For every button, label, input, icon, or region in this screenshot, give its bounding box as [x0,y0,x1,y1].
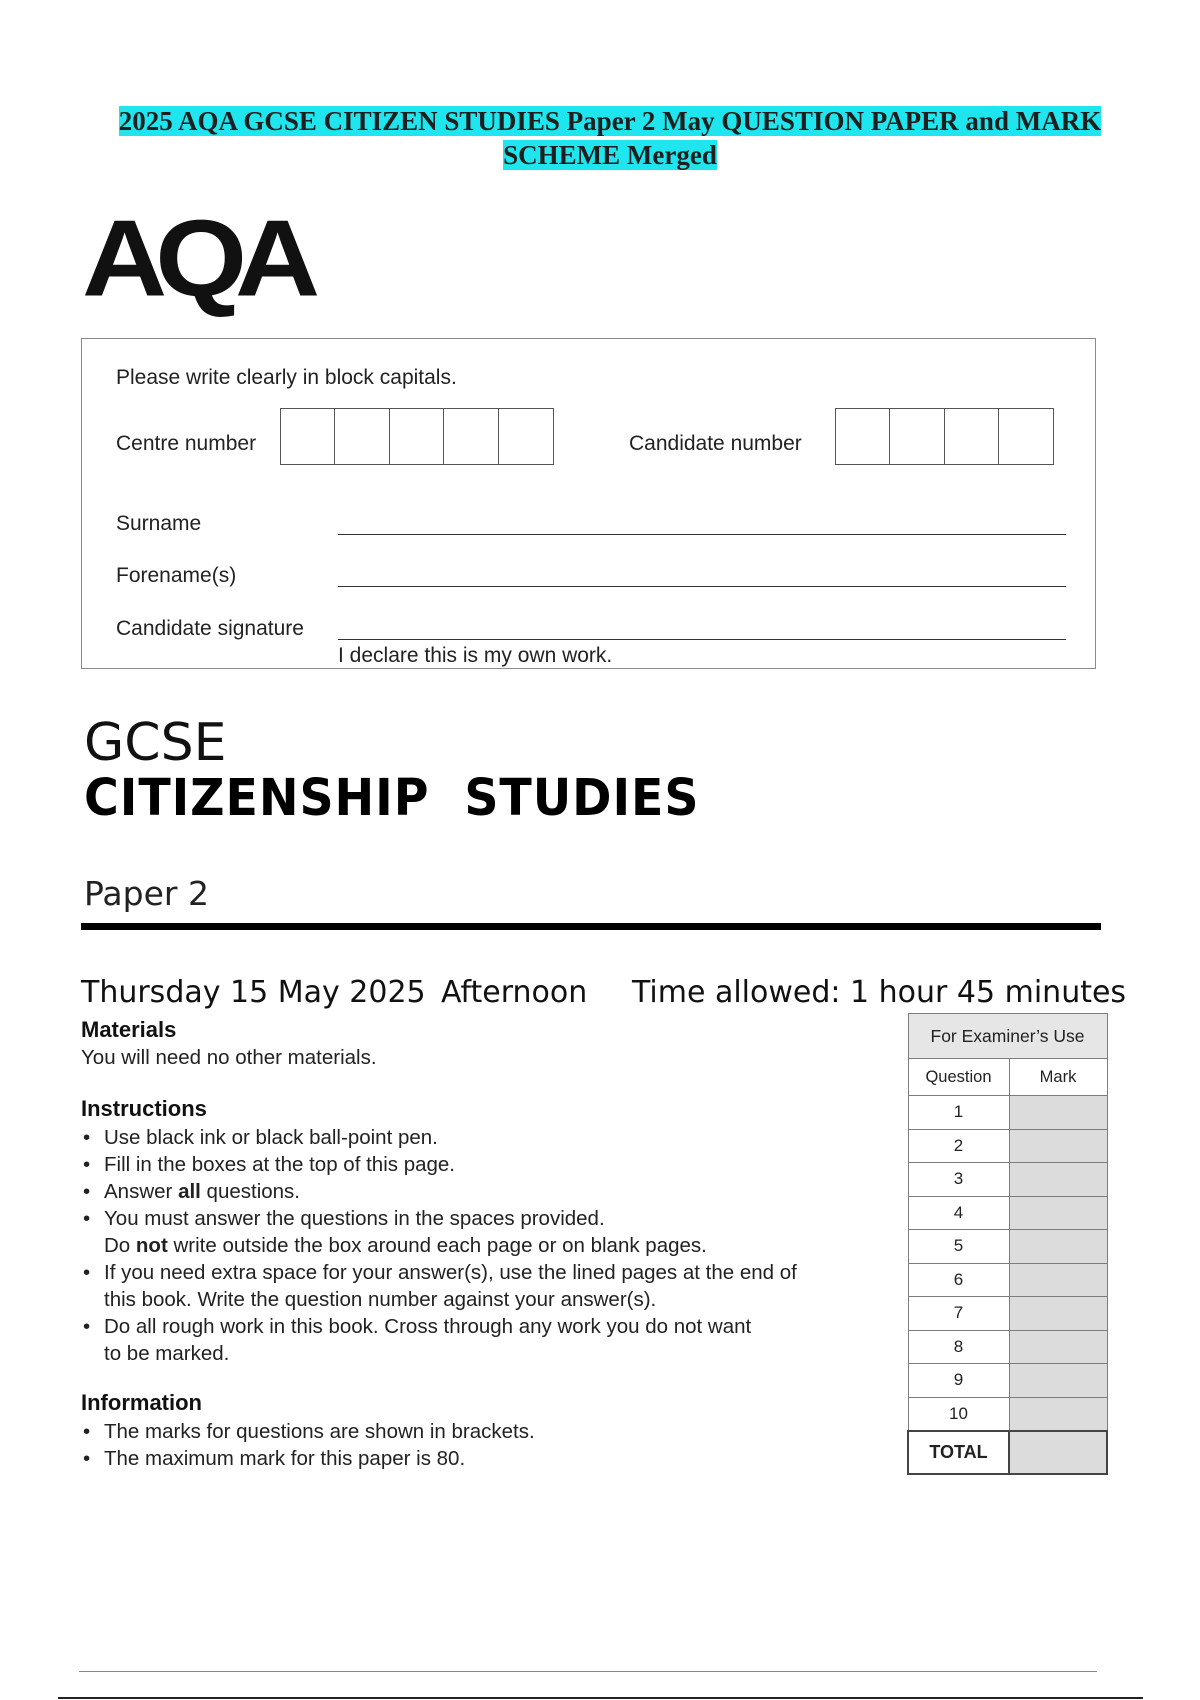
centre-number-digit-box[interactable] [389,408,445,465]
signature-label: Candidate signature [116,617,304,640]
centre-number-digit-box[interactable] [334,408,390,465]
mark-cell[interactable] [1009,1263,1107,1297]
information-heading: Information [81,1390,202,1415]
qualification-level: GCSE [84,713,227,773]
list-item: • Do all rough work in this book. Cross through any work you do not want to be marked. [81,1313,881,1367]
surname-label: Surname [116,512,202,535]
candidate-number-digit-box[interactable] [889,408,945,465]
mark-cell[interactable] [1009,1129,1107,1163]
mark-cell[interactable] [1009,1397,1107,1431]
list-item: • Answer all questions. [81,1178,881,1205]
question-number: 9 [908,1364,1009,1398]
question-number: 2 [908,1129,1009,1163]
question-number: 5 [908,1230,1009,1264]
exam-session: Afternoon [441,975,588,1010]
centre-number-boxes [281,408,554,465]
total-label: TOTAL [908,1431,1009,1474]
materials-heading: Materials [81,1017,177,1042]
banner-line-2: SCHEME Merged [503,140,717,170]
question-number: 8 [908,1330,1009,1364]
mark-column-header: Mark [1009,1059,1107,1096]
information-list [81,1418,881,1472]
table-row [908,1297,1107,1331]
question-number: 6 [908,1263,1009,1297]
centre-number-digit-box[interactable] [280,408,336,465]
subject-title: CITIZENSHIP STUDIES [84,769,700,828]
forename-label: Forename(s) [116,564,237,587]
aqa-logo: AQA [82,197,309,320]
table-row [908,1364,1107,1398]
question-number: 1 [908,1096,1009,1130]
own-work-declaration: I declare this is my own work. [338,644,613,667]
title-divider [81,923,1101,930]
total-row [908,1431,1107,1474]
table-row [908,1230,1107,1264]
footer-divider [79,1671,1097,1672]
list-item: • You must answer the questions in the spaces provided. Do not write outside the box around each page or on blank pages. [81,1205,881,1259]
surname-line[interactable] [338,534,1066,535]
list-item: • If you need extra space for your answer(s), use the lined pages at the end of this book. Write the question number against your answer(s). [81,1259,881,1313]
signature-line[interactable] [338,639,1066,640]
time-allowed: Time allowed: 1 hour 45 minutes [632,975,1127,1010]
table-row [908,1263,1107,1297]
table-row [908,1163,1107,1197]
question-number: 10 [908,1397,1009,1431]
candidate-number-digit-box[interactable] [835,408,891,465]
list-item: • Fill in the boxes at the top of this page. [81,1151,881,1178]
mark-cell[interactable] [1009,1096,1107,1130]
examiners-use-title: For Examiner’s Use [908,1014,1107,1059]
mark-cell[interactable] [1009,1230,1107,1264]
candidate-number-digit-box[interactable] [998,408,1054,465]
instructions-list [81,1124,881,1367]
centre-number-label: Centre number [116,432,257,455]
document-title-banner [60,104,1160,172]
page-bottom-edge [58,1697,1143,1699]
table-row [908,1129,1107,1163]
block-capitals-instruction: Please write clearly in block capitals. [116,366,457,389]
candidate-number-boxes [836,408,1054,465]
centre-number-digit-box[interactable] [443,408,499,465]
total-mark-cell[interactable] [1009,1431,1107,1474]
table-row [908,1196,1107,1230]
list-item: • The maximum mark for this paper is 80. [81,1445,881,1472]
examiners-use-table [907,1013,1108,1475]
mark-cell[interactable] [1009,1364,1107,1398]
exam-date: Thursday 15 May 2025 [81,975,426,1010]
instructions-heading: Instructions [81,1096,207,1121]
table-row [908,1397,1107,1431]
forename-line[interactable] [338,586,1066,587]
question-column-header: Question [908,1059,1009,1096]
mark-cell[interactable] [1009,1330,1107,1364]
question-number: 7 [908,1297,1009,1331]
banner-line-1: 2025 AQA GCSE CITIZEN STUDIES Paper 2 May QUESTION PAPER and MARK [118,106,1102,136]
list-item: • The marks for questions are shown in brackets. [81,1418,881,1445]
question-number: 3 [908,1163,1009,1197]
paper-number: Paper 2 [84,874,209,913]
list-item: • Use black ink or black ball-point pen. [81,1124,881,1151]
mark-cell[interactable] [1009,1163,1107,1197]
mark-cell[interactable] [1009,1297,1107,1331]
candidate-number-label: Candidate number [629,432,802,455]
materials-text: You will need no other materials. [81,1046,377,1069]
question-number: 4 [908,1196,1009,1230]
table-row [908,1096,1107,1130]
candidate-number-digit-box[interactable] [944,408,1000,465]
centre-number-digit-box[interactable] [498,408,554,465]
table-row [908,1330,1107,1364]
mark-cell[interactable] [1009,1196,1107,1230]
